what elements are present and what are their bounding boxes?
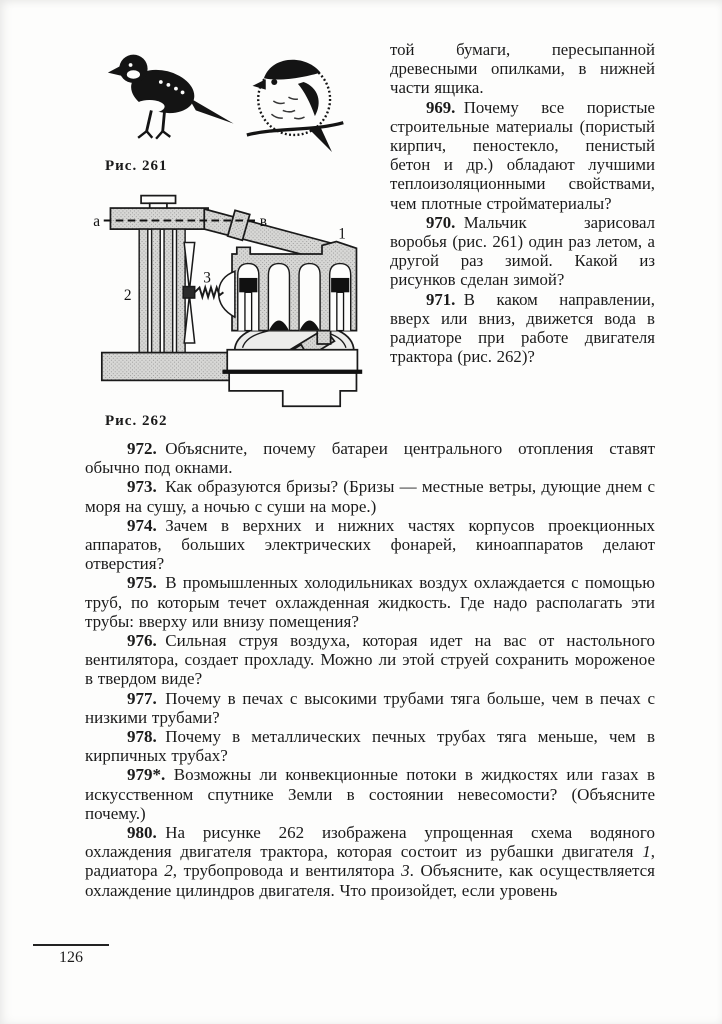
problem-paragraph: 977. Почему в печах с высокими трубами тяга больше, чем в печах с низкими трубами? [85, 688, 655, 727]
top-pipe [204, 209, 332, 260]
problem-paragraph: 975. В промышленных холодильниках воздух охлаждается с помощью труб, по которым течет охлажденная жидкость. Где надо располагать эти трубы: вверху или внизу помещения? [85, 573, 655, 631]
figure-261-caption: Рис. 261 [105, 158, 168, 174]
label-3: 3 [203, 269, 211, 287]
problem-number: 974. [127, 515, 166, 535]
radiator-top-tank [110, 208, 208, 229]
page-content [85, 40, 655, 900]
problem-number: 975. [127, 573, 166, 593]
problem-paragraph: 980. На рисунке 262 изображена упрощенная схема водяного охлаждения двигателя трактора, которая состоит из рубашки двигателя 1, радиатора 2, трубопровода и вентилятора 3. Объясните, как осуществляется охлаждение цилиндров двигателя. Что произойдет, если уровень [85, 823, 655, 900]
figures-column [85, 40, 385, 430]
problem-number: 970. [426, 212, 464, 232]
page-number: 126 [33, 944, 109, 967]
problem-number: 978. [127, 727, 166, 747]
label-a: а [93, 213, 101, 231]
problem-number: 973. [127, 477, 166, 497]
bird-winter-illustration [247, 60, 343, 152]
problem-number: 971. [426, 289, 464, 309]
problem-paragraph: 973. Как образуются бризы? (Бризы — местные ветры, дующие днем с моря на сушу, а ночью с суши на море.) [85, 477, 655, 516]
engine-base [227, 350, 357, 373]
figure-261-birds-illustration [101, 48, 353, 152]
label-v: в [259, 213, 268, 231]
label-2: 2 [123, 286, 132, 304]
label-1: 1 [338, 225, 346, 243]
figure-262-caption: Рис. 262 [105, 413, 168, 429]
problem-paragraph: 970. Мальчик зарисовал воробья (рис. 261) один раз летом, а другой раз зимой. Какой из рисунков сделан зимой? [390, 212, 655, 290]
problem-number: 980. [127, 823, 166, 843]
problem-paragraph: 974. Зачем в верхних и нижних частях корпусов проекционных аппаратов, больших электрических фонарей, киноаппаратов делают отверстия? [85, 515, 655, 574]
problem-paragraph: 972. Объясните, почему батареи центрального отопления ставят обычно под окнами. [85, 439, 655, 478]
problem-paragraph: 971. В каком направлении, вверх или вниз, движется вода в радиаторе при работе двигателя трактора (рис. 262)? [390, 289, 655, 367]
engine-foot [229, 373, 356, 407]
right-text-column [390, 40, 655, 430]
problem-paragraph: 969. Почему все пористые строительные материалы (пористый кирпич, пеностекло, пенистый бетон и др.) обладают лучшими теплоизоляционными свойствами, чем плотные стройматериалы? [390, 97, 655, 213]
problem-paragraph: 978. Почему в металлических печных трубах тяга меньше, чем в кирпичных трубах? [85, 727, 655, 766]
problem-number: 977. [127, 688, 166, 708]
bird-summer-illustration [108, 55, 234, 139]
problem-paragraph: той бумаги, пересыпанной древесными опилками, в нижней части ящика. [390, 40, 655, 98]
radiator-tubes [139, 229, 185, 352]
problem-number: 976. [127, 631, 166, 651]
problem-paragraph: 979*. Возможны ли конвекционные потоки в жидкостях или газах в искусственном спутнике Земли в состоянии невесомости? (Объясните почему.) [85, 765, 655, 823]
main-text-block [85, 439, 655, 900]
radiator-cap [141, 196, 175, 204]
problem-number: 972. [127, 439, 166, 458]
problem-number: 979*. [127, 765, 174, 785]
top-section [85, 40, 655, 430]
problem-paragraph: 976. Сильная струя воздуха, которая идет на вас от настольного вентилятора, создает прохладу. Можно ли этой струей сохранить мороженое в твердом виде? [85, 631, 655, 689]
figure-262-diagram [85, 187, 380, 411]
problem-number: 969. [426, 97, 464, 117]
